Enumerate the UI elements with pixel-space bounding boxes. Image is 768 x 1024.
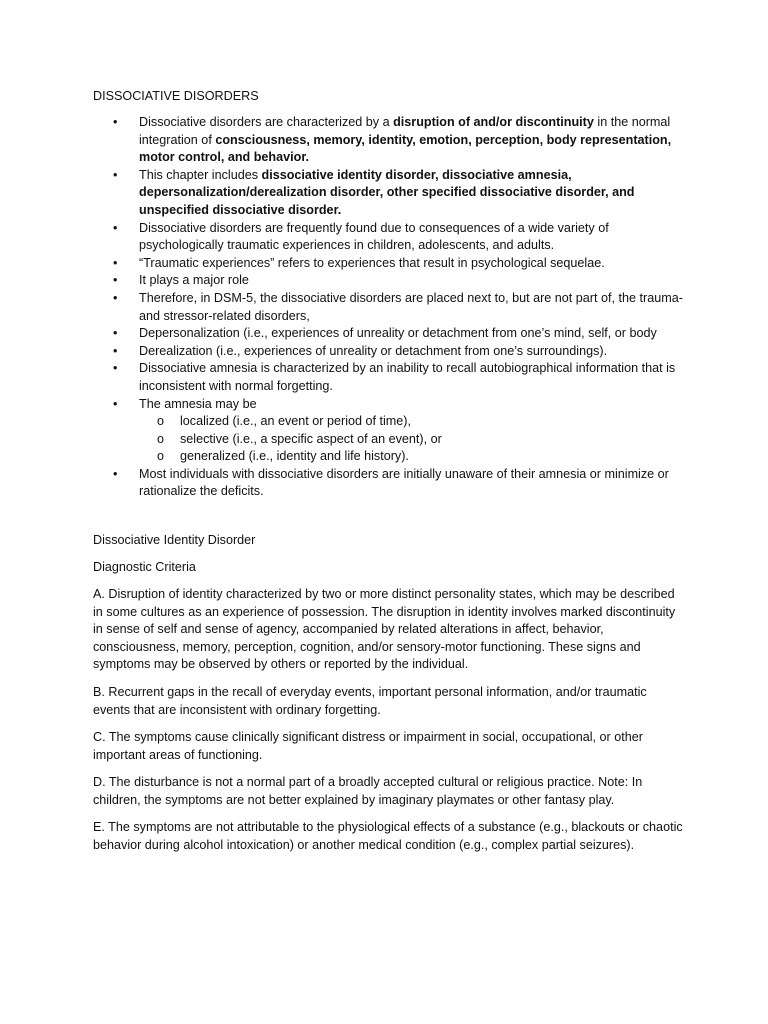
sub-bullet-list bbox=[139, 413, 683, 466]
criteria-title: Diagnostic Criteria bbox=[93, 560, 196, 574]
sub-bullet-marker: o bbox=[157, 431, 165, 446]
bullet-text: Dissociative disorders are characterized by a disruption of and/or discontinuity in the normal integration of consciousness, memory, identity, emotion, perception, body representation, motor control, and behavior. bbox=[139, 115, 672, 165]
criterion-e: E. The symptoms are not attributable to the physiological effects of a substance (e.g., blackouts or chaotic behavior during alcohol intoxication) or another medical condition (e.g., complex partial seizures). bbox=[93, 820, 683, 852]
sub-bullet-item bbox=[139, 431, 683, 449]
bullet-item bbox=[93, 360, 683, 395]
bullet-item bbox=[93, 466, 683, 501]
bullet-text: Dissociative amnesia is characterized by an inability to recall autobiographical information that is inconsistent with normal forgetting. bbox=[139, 361, 676, 393]
bullet-dot: • bbox=[113, 220, 118, 235]
section-title: Dissociative Identity Disorder bbox=[93, 533, 256, 547]
criterion-a: A. Disruption of identity characterized by two or more distinct personality states, which may be described in some cultures as an experience of possession. The disruption in identity involves marked discontinuity in sense of self and sense of agency, accompanied by related alterations in affect, behavior, consciousness, memory, perception, cognition, and/or sensory-motor functioning. These signs and symptoms may be observed by others or reported by the individual. bbox=[93, 587, 676, 672]
bullet-item bbox=[93, 290, 683, 325]
bullet-item bbox=[93, 114, 683, 167]
sub-bullet-marker: o bbox=[157, 414, 165, 429]
criterion-c: C. The symptoms cause clinically significant distress or impairment in social, occupational, or other important areas of functioning. bbox=[93, 730, 643, 762]
bullet-dot: • bbox=[113, 466, 118, 481]
bullet-dot: • bbox=[113, 361, 118, 376]
bullet-dot: • bbox=[113, 115, 118, 129]
bullet-dot: • bbox=[113, 290, 118, 305]
sub-bullet-text: localized (i.e., an event or period of time), bbox=[180, 414, 411, 429]
bullet-dot: • bbox=[113, 343, 118, 358]
criterion-b: B. Recurrent gaps in the recall of everyday events, important personal information, and/or traumatic events that are inconsistent with ordinary forgetting. bbox=[93, 685, 647, 717]
bullet-item bbox=[93, 396, 683, 466]
bullet-dot: • bbox=[113, 396, 118, 411]
sub-bullet-item bbox=[139, 448, 683, 466]
document-heading: DISSOCIATIVE DISORDERS bbox=[93, 89, 259, 103]
bullet-dot: • bbox=[113, 255, 118, 270]
sub-bullet-marker: o bbox=[157, 449, 165, 464]
bullet-item bbox=[93, 325, 683, 343]
bullet-list bbox=[93, 114, 683, 501]
bullet-item bbox=[93, 272, 683, 290]
criterion-d: D. The disturbance is not a normal part of a broadly accepted cultural or religious practice. Note: In children, the symptoms are not better explained by imaginary playmates or other fantasy play. bbox=[93, 775, 643, 807]
sub-bullet-text: generalized (i.e., identity and life history). bbox=[180, 449, 409, 464]
bullet-text: Most individuals with dissociative disorders are initially unaware of their amnesia or minimize or rationalize the deficits. bbox=[139, 466, 669, 499]
bullet-dot: • bbox=[113, 167, 118, 182]
bullet-text: Dissociative disorders are frequently found due to consequences of a wide variety of psychologically traumatic experiences in children, adolescents, and adults. bbox=[139, 220, 609, 253]
bullet-text: Derealization (i.e., experiences of unreality or detachment from one’s surroundings). bbox=[139, 343, 608, 358]
bullet-item bbox=[93, 220, 683, 255]
bullet-item bbox=[93, 167, 683, 220]
bullet-dot: • bbox=[113, 326, 118, 341]
bullet-item bbox=[93, 255, 683, 273]
sub-bullet-text: selective (i.e., a specific aspect of an event), or bbox=[180, 431, 442, 446]
bullet-text: Therefore, in DSM-5, the dissociative disorders are placed next to, but are not part of, the trauma- and stressor-related disorders, bbox=[139, 290, 683, 323]
bullet-text: The amnesia may be bbox=[139, 396, 257, 411]
bullet-text: “Traumatic experiences” refers to experiences that result in psychological sequelae. bbox=[139, 255, 605, 270]
bullet-dot: • bbox=[113, 273, 118, 288]
bullet-text: Depersonalization (i.e., experiences of unreality or detachment from one’s mind, self, or body bbox=[139, 326, 657, 341]
bullet-text: It plays a major role bbox=[139, 273, 249, 288]
bullet-text: This chapter includes dissociative identity disorder, dissociative amnesia, depersonalization/derealization disorder, other specified dissociative disorder, and unspecified dissociative disorder. bbox=[139, 167, 635, 217]
bullet-item bbox=[93, 343, 683, 361]
sub-bullet-item bbox=[139, 413, 683, 431]
